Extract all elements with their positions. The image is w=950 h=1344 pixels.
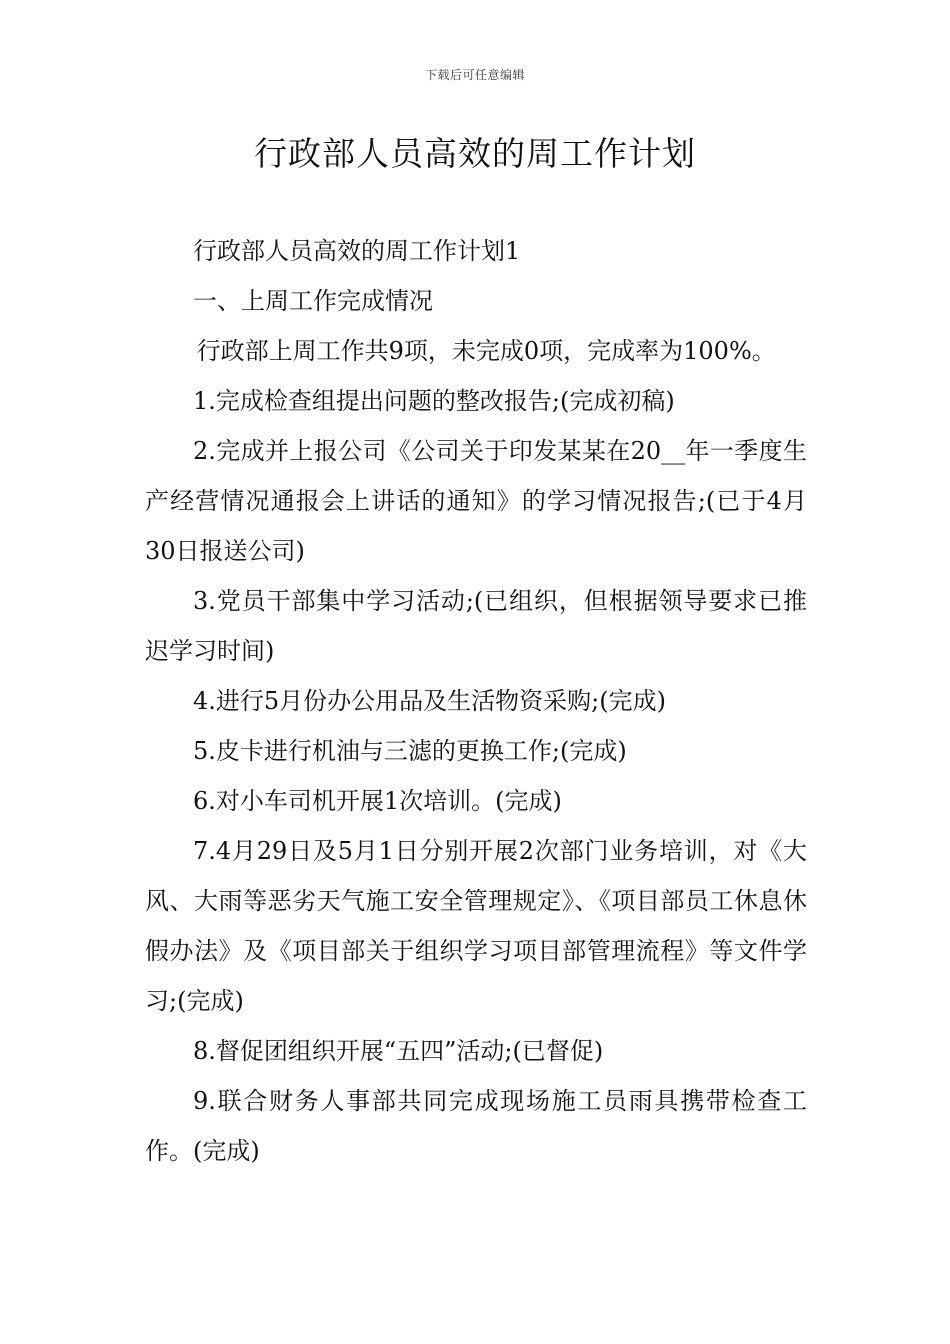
summary-paragraph: 行政部上周工作共9项，未完成0项，完成率为100%。 (196, 337, 776, 365)
list-item: 8.督促团组织开展“五四”活动;(已督促) (193, 1037, 604, 1065)
list-item: 3.党员干部集中学习活动;(已组织，但根据领导要求已推迟学习时间) (145, 587, 807, 665)
list-item: 9.联合财务人事部共同完成现场施工员雨具携带检查工作。(完成) (145, 1087, 807, 1165)
list-item: 6.对小车司机开展1次培训。(完成) (193, 787, 562, 815)
list-item: 5.皮卡进行机油与三滤的更换工作;(完成) (193, 737, 627, 765)
list-item: 2.完成并上报公司《公司关于印发某某在20__年一季度生产经营情况通报会上讲话的通知》的学习情况报告;(已于4月30日报送公司) (145, 437, 807, 565)
document-body (145, 226, 807, 1176)
document-title: 行政部人员高效的周工作计划 (254, 134, 696, 173)
section-heading: 行政部人员高效的周工作计划1 (193, 237, 521, 265)
list-item: 4.进行5月份办公用品及生活物资采购;(完成) (193, 687, 666, 715)
list-item: 1.完成检查组提出问题的整改报告;(完成初稿) (193, 387, 675, 415)
subsection-heading: 一、上周工作完成情况 (193, 287, 433, 315)
list-item: 7.4月29日及5月1日分别开展2次部门业务培训，对《大风、大雨等恶劣天气施工安全管理规定》、《项目部员工休息休假办法》及《项目部关于组织学习项目部管理流程》等文件学习;(完成) (145, 837, 807, 1015)
header-note: 下载后可任意编辑 (424, 68, 525, 82)
